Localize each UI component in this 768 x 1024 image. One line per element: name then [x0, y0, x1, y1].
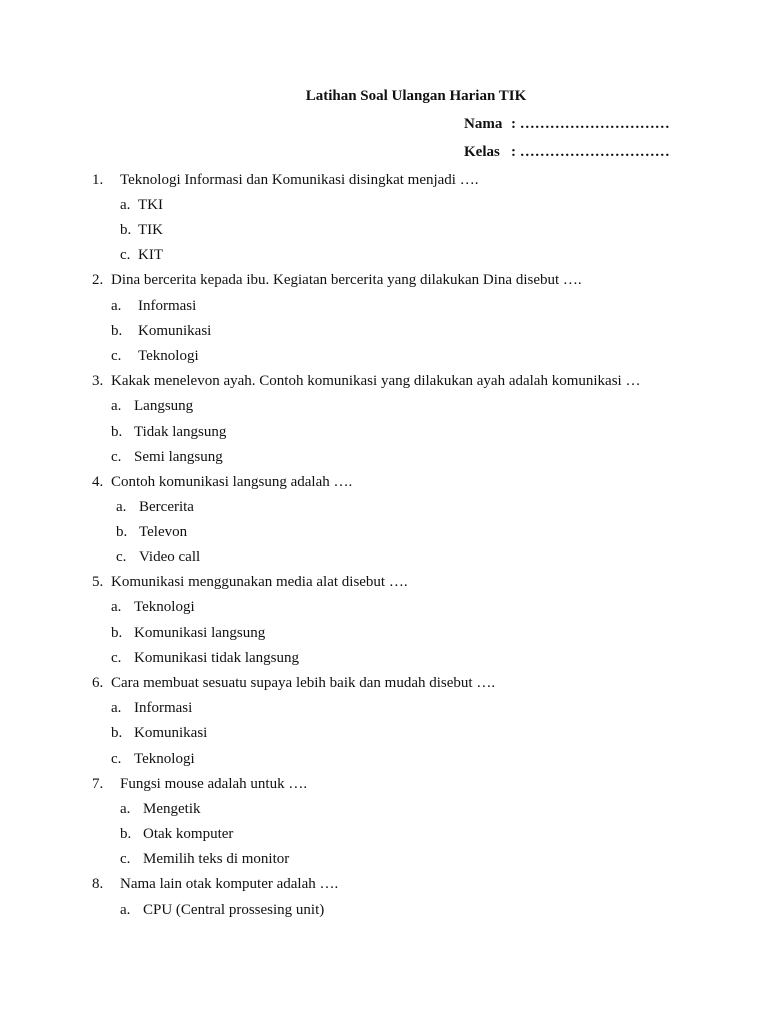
question-number: 8.	[92, 876, 104, 892]
option-text: KIT	[138, 247, 163, 263]
option-letter: b.	[111, 625, 123, 641]
kelas-value: : …………………………	[511, 144, 670, 160]
option-letter: a.	[111, 298, 122, 314]
option-text: Otak komputer	[143, 826, 234, 842]
question-number: 4.	[92, 474, 104, 490]
option-text: Langsung	[134, 398, 194, 414]
question-number: 3.	[92, 373, 104, 389]
kelas-label: Kelas	[464, 144, 500, 160]
page-title: Latihan Soal Ulangan Harian TIK	[305, 88, 527, 104]
option-text: Semi langsung	[134, 449, 223, 465]
option-item	[0, 346, 768, 366]
question-text: Kakak menelevon ayah. Contoh komunikasi yang dilakukan ayah adalah komunikasi …	[111, 373, 641, 389]
option-text: Bercerita	[139, 499, 194, 515]
question-number: 7.	[92, 776, 104, 792]
option-item	[0, 422, 768, 442]
question-text: Fungsi mouse adalah untuk ….	[120, 776, 308, 792]
option-text: Teknologi	[134, 751, 195, 767]
option-text: TIK	[138, 222, 163, 238]
option-letter: c.	[111, 348, 122, 364]
option-letter: a.	[111, 700, 122, 716]
option-item	[0, 220, 768, 240]
option-item	[0, 321, 768, 341]
question-text: Komunikasi menggunakan media alat disebut ….	[111, 574, 408, 590]
option-text: Teknologi	[134, 599, 195, 615]
option-text: Informasi	[138, 298, 197, 314]
question-number: 1.	[92, 172, 104, 188]
question-2	[0, 270, 768, 290]
option-text: TKI	[138, 197, 163, 213]
option-item	[0, 900, 768, 920]
option-text: Komunikasi tidak langsung	[134, 650, 299, 666]
option-text: Memilih teks di monitor	[143, 851, 290, 867]
option-item	[0, 623, 768, 643]
option-text: Komunikasi	[138, 323, 212, 339]
option-item	[0, 522, 768, 542]
option-item	[0, 497, 768, 517]
option-text: Tidak langsung	[134, 424, 227, 440]
question-number: 6.	[92, 675, 104, 691]
option-item	[0, 723, 768, 743]
option-letter: b.	[111, 424, 123, 440]
option-item	[0, 447, 768, 467]
option-letter: c.	[111, 650, 122, 666]
question-text: Contoh komunikasi langsung adalah ….	[111, 474, 353, 490]
question-4	[0, 472, 768, 492]
option-item	[0, 799, 768, 819]
option-text: Teknologi	[138, 348, 199, 364]
option-letter: c.	[116, 549, 127, 565]
option-letter: c.	[120, 851, 131, 867]
option-item	[0, 824, 768, 844]
option-item	[0, 749, 768, 769]
option-letter: b.	[120, 826, 132, 842]
option-item	[0, 648, 768, 668]
option-text: Komunikasi langsung	[134, 625, 266, 641]
question-6	[0, 673, 768, 693]
question-8	[0, 874, 768, 894]
option-text: Komunikasi	[134, 725, 208, 741]
option-letter: c.	[120, 247, 131, 263]
question-1	[0, 170, 768, 190]
nama-field	[0, 114, 768, 134]
question-3	[0, 371, 768, 391]
option-letter: a.	[111, 398, 122, 414]
question-number: 5.	[92, 574, 104, 590]
nama-label: Nama	[464, 116, 503, 132]
question-text: Nama lain otak komputer adalah ….	[120, 876, 339, 892]
option-letter: b.	[111, 323, 123, 339]
option-item	[0, 296, 768, 316]
option-letter: b.	[116, 524, 128, 540]
option-letter: a.	[111, 599, 122, 615]
option-item	[0, 245, 768, 265]
option-text: Televon	[139, 524, 188, 540]
option-item	[0, 849, 768, 869]
kelas-field	[0, 142, 768, 162]
option-item	[0, 195, 768, 215]
option-letter: c.	[111, 449, 122, 465]
option-text: Video call	[139, 549, 201, 565]
option-letter: a.	[120, 801, 131, 817]
question-text: Teknologi Informasi dan Komunikasi disingkat menjadi ….	[120, 172, 479, 188]
option-letter: a.	[116, 499, 127, 515]
option-item	[0, 547, 768, 567]
option-letter: b.	[111, 725, 123, 741]
question-text: Cara membuat sesuatu supaya lebih baik dan mudah disebut ….	[111, 675, 496, 691]
option-letter: b.	[120, 222, 132, 238]
nama-value: : …………………………	[511, 116, 670, 132]
option-item	[0, 597, 768, 617]
option-text: Informasi	[134, 700, 193, 716]
option-letter: a.	[120, 197, 131, 213]
option-text: Mengetik	[143, 801, 201, 817]
option-letter: a.	[120, 902, 131, 918]
question-7	[0, 774, 768, 794]
option-letter: c.	[111, 751, 122, 767]
option-item	[0, 698, 768, 718]
option-item	[0, 396, 768, 416]
question-5	[0, 572, 768, 592]
option-text: CPU (Central prossesing unit)	[143, 902, 325, 918]
question-number: 2.	[92, 272, 104, 288]
question-text: Dina bercerita kepada ibu. Kegiatan bercerita yang dilakukan Dina disebut ….	[111, 272, 582, 288]
